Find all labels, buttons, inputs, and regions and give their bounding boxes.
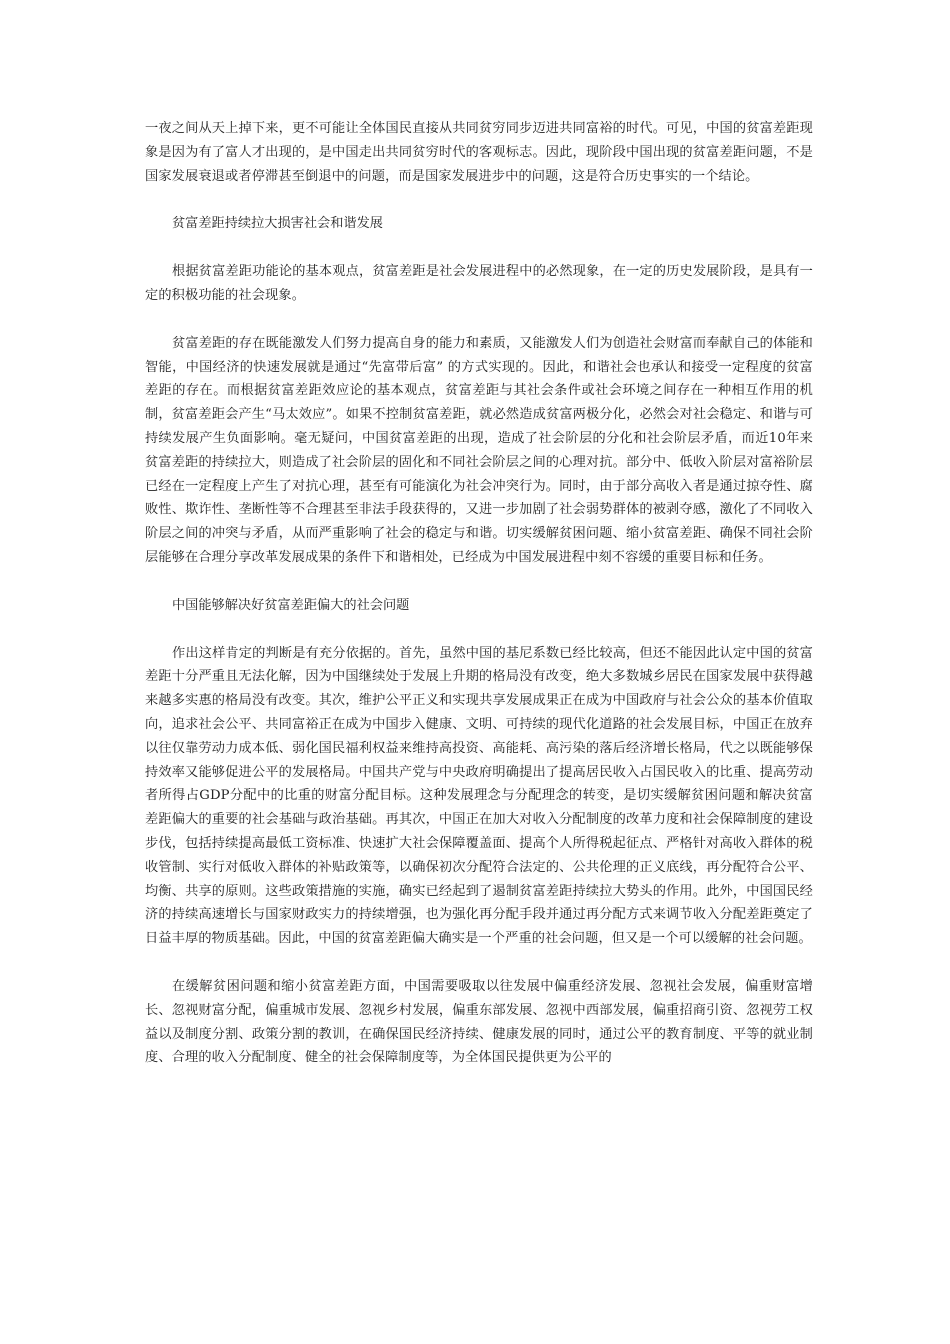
document-page bbox=[145, 117, 813, 1070]
paragraph-functional-theory: 根据贫富差距功能论的基本观点，贫富差距是社会发展进程中的必然现象，在一定的历史发展阶段，是具有一定的积极功能的社会现象。 bbox=[145, 264, 813, 303]
section-heading-gap-harms-harmony: 贫富差距持续拉大损害社会和谐发展 bbox=[172, 216, 383, 232]
section-heading-china-can-solve: 中国能够解决好贫富差距偏大的社会问题 bbox=[172, 597, 410, 613]
paragraph-intro-continuation: 一夜之间从天上掉下来，更不可能让全体国民直接从共同贫穷同步迈进共同富裕的时代。可见，中国的贫富差距现象是因为有了富人才出现的，是中国走出共同贫穷时代的客观标志。因此，现阶段中国出现的贫富差距问题，不是国家发展衰退或者停滞甚至倒退中的问题，而是国家发展进步中的问题，这是符合历史事实的一个结论。 bbox=[145, 121, 813, 184]
paragraph-gap-effects: 贫富差距的存在既能激发人们努力提高自身的能力和素质，又能激发人们为创造社会财富而奉献自己的体能和智能，中国经济的快速发展就是通过“先富带后富” 的方式实现的。因此，和谐社会也承认和接受一定程度的贫富差距的存在。而根据贫富差距效应论的基本观点，贫富差距与其社会条件或社会环境之间存在一种相互作用的机制，贫富差距会产生“马太效应”。如果不控制贫富差距，就必然造成贫富两极分化，必然会对社会稳定、和谐与可持续发展产生负面影响。毫无疑问，中国贫富差距的出现，造成了社会阶层的分化和社会阶层矛盾，而近10年来贫富差距的持续拉大，则造成了社会阶层的固化和不同社会阶层之间的心理对抗。部分中、低收入阶层对富裕阶层已经在一定程度上产生了对抗心理，甚至有可能演化为社会冲突行为。同时，由于部分高收入者是通过掠夺性、腐败性、欺诈性、垄断性等不合理甚至非法手段获得的，又进一步加剧了社会弱势群体的被剥夺感，激化了不同收入阶层之间的冲突与矛盾，从而严重影响了社会的稳定与和谐。切实缓解贫困问题、缩小贫富差距、确保不同社会阶层能够在合理分享改革发展成果的条件下和谐相处，已经成为中国发展进程中刻不容缓的重要目标和任务。 bbox=[145, 335, 813, 565]
paragraph-lessons: 在缓解贫困问题和缩小贫富差距方面，中国需要吸取以往发展中偏重经济发展、忽视社会发展，偏重财富增长、忽视财富分配，偏重城市发展、忽视乡村发展，偏重东部发展、忽视中西部发展，偏重招商引资、忽视劳工权益以及制度分割、政策分割的教训，在确保国民经济持续、健康发展的同时，通过公平的教育制度、平等的就业制度、合理的收入分配制度、健全的社会保障制度等，为全体国民提供更为公平的 bbox=[145, 978, 813, 1066]
paragraph-evidence: 作出这样肯定的判断是有充分依据的。首先，虽然中国的基尼系数已经比较高，但还不能因此认定中国的贫富差距十分严重且无法化解，因为中国继续处于发展上升期的格局没有改变，绝大多数城乡居民在国家发展中获得越来越多实惠的格局没有改变。其次，维护公平正义和实现共享发展成果正在成为中国政府与社会公众的基本价值取向，追求社会公平、共同富裕正在成为中国步入健康、文明、可持续的现代化道路的社会发展目标，中国正在放弃以往仅靠劳动力成本低、弱化国民福利权益来维持高投资、高能耗、高污染的落后经济增长格局，代之以既能够保持效率又能够促进公平的发展格局。中国共产党与中央政府明确提出了提高居民收入占国民收入的比重、提高劳动者所得占GDP分配中的比重的财富分配目标。这种发展理念与分配理念的转变，是切实缓解贫困问题和解决贫富差距偏大的重要的社会基础与政治基础。再其次，中国正在加大对收入分配制度的改革力度和社会保障制度的建设步伐，包括持续提高最低工资标准、快速扩大社会保障覆盖面、提高个人所得税起征点、严格针对高收入群体的税收管制、实行对低收入群体的补贴政策等，以确保初次分配符合法定的、公共伦理的正义底线，再分配符合公平、均衡、共享的原则。这些政策措施的实施，确实已经起到了遏制贫富差距持续拉大势头的作用。此外，中国国民经济的持续高速增长与国家财政实力的持续增强，也为强化再分配手段并通过再分配方式来调节收入分配差距奠定了日益丰厚的物质基础。因此，中国的贫富差距偏大确实是一个严重的社会问题，但又是一个可以缓解的社会问题。 bbox=[145, 645, 813, 947]
